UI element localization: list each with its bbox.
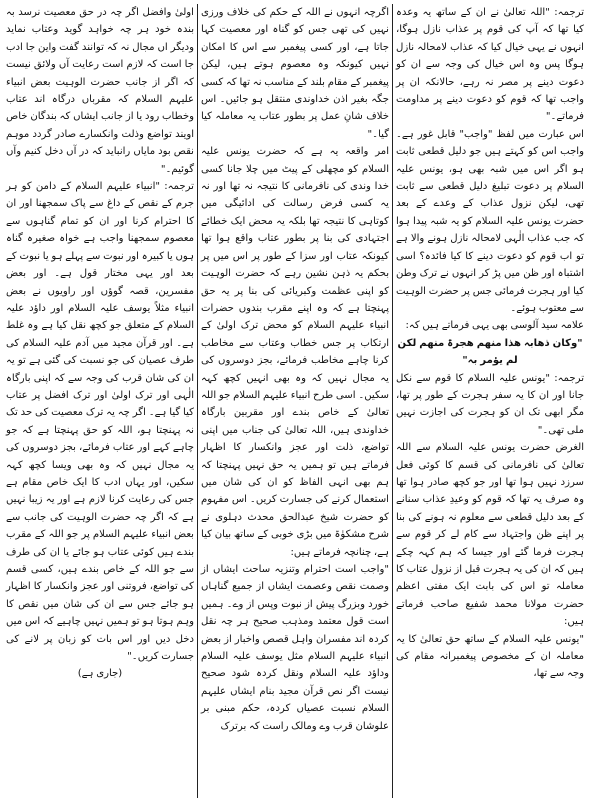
paragraph: امر واقعہ یہ ہے کہ حضرت یونس علیہ السلام کو مچھلی کے پیٹ میں چلا جانا کسی خدا وندی کی نافرمانی کا نتیجہ نہ تھا اور نہ یہ کسی فرض رسالت کی ادائیگی میں کوتاہی کا نتیجہ تھا بلکہ یہ محض ایک خطائے اجتہادی کی بنا پر بطور عتاب واقع ہوا تھا کیونکہ عتاب اور سزا کے طور پر اس میں پر بحکم یہ ذہن نشین رہے کہ حضرت الوہیت کو اپنی عظمت وکبریائی کی بنا پر یہ حق پہنچتا ہے کہ وہ اپنے مقرب بندوں حضرات انبیاء علیہم السلام کو محض ترک اولیٰ کے ارتکاب پر جس خطاب وعتاب سے مخاطب کرنا چاہے مخاطب فرمائے، بجز دوسروں کی یہ مجال نہیں کہ وہ بھی انہیں کچھ کہہ سکیں۔ اسی طرح انبیاء علیہم السلام جو اللہ تعالیٰ کے خاص بندے اور مقربین بارگاہ خداوندی ہیں، اللہ تعالیٰ کی جناب میں اپنی تواضع، ذلت اور عجز وانکسار کا اظہار فرماتے ہیں تو ہمیں یہ حق نہیں پہنچتا کہ ہم بھی انہی الفاظ کو ان کی شان میں استعمال کرنے کی جسارت کریں۔ اس مفہوم کو حضرت شیخ عبدالحق محدث دہلوی نے شرح مشکوٰۃ میں بڑی خوبی کے ساتھ بیان کیا ہے، چنانچہ فرماتے ہیں: <box>201 146 389 558</box>
paragraph: ترجمہ: "یونس علیہ السلام کا قوم سے نکل جانا اور ان کا یہ سفر ہجرت کے طور پر تھا، مگر ابھی تک ان کو ہجرت کی اجازت نہیں ملی تھی۔" <box>396 372 584 436</box>
paragraph: اگرچہ انہوں نے اللہ کے حکم کی خلاف ورزی نہیں کی تھی جس کو گناہ اور معصیت کہا جاتا ہے، اور کسی پیغمبر سے اس کا امکان نہیں کیونکہ وہ معصوم ہوتے ہیں، لیکن پیغمبر کے مقام بلند کے مناسب نہ تھا کہ کسی جگہ بغیر اذن خداوندی منتقل ہو جائیں۔ اس خلاف شانِ عمل پر بطور عتاب یہ معاملہ کیا گیا۔" <box>201 7 389 140</box>
continued-label: (جاری ہے) <box>77 668 123 680</box>
persian-quote: "واجب است احترام وتنزیہ ساحت ایشاں از وصمت نقص وعصمت ایشاں از جمیع گناہاں خورد وبزرگ پیش از نبوت وپس از وے۔ ہمیں است قول معتمد ومذہب صحیح ہر چہ نقل کردہ اند مفسران واہل قصص واخبار از بعض انبیاء علیہم السلام مثل یوسف علیہ السلام وداؤد علیہ السلام ونقل کردہ شود صحیح نیست اگر نص قرآن مجید بنام ایشاں علیہم السلام نسبت عصیاں کردہ، حکم مبنی بر علوشان قرب وے ومالک راست کہ برترک <box>201 564 389 732</box>
column-divider <box>392 4 393 798</box>
column-middle <box>198 4 392 798</box>
paragraph: "یونس علیہ السلام کے ساتھ حق تعالیٰ کا یہ معاملہ ان کے مخصوص پیغمبرانہ مقام کی وجہ سے تھا، <box>396 633 584 680</box>
paragraph: ترجمہ: "انبیاء علیہم السلام کے دامن کو ہر جرم کے نقص کے داغ سے پاک سمجھنا اور ان کا احترام کرنا اور ان کو تمام گناہوں سے معصوم سمجھنا واجب ہے خواہ صغیرہ گناہ ہوں یا کبیرہ اور نبوت سے پہلے ہو یا نبوت کے بعد اور یہی مختار قول ہے۔ اور بعض مفسرین، قصہ گوؤں اور راویوں نے بعض انبیاء مثلاً یوسف علیہ السلام اور داؤد علیہ السلام کے متعلق جو کچھ نقل کیا ہے وہ غلط ہے۔ اور قرآن مجید میں آدم علیہ السلام کی طرف عصیان کی جو نسبت کی گئی ہے تو یہ ان کی شان قرب کی وجہ سے کہ اپنی بارگاہ الٰہی اور ترک اولیٰ اور ترک افضل پر عتاب کیا گیا ہے۔ اگر چہ یہ ترک معصیت کی حد تک نہ پہنچتا ہو، اللہ کو حق پہنچتا ہے کہ جو چاہے کہے اور عتاب فرمائے، بجز دوسروں کی یہ مجال نہیں کہ وہ بھی ویسا کچھ کہہ سکیں، اور یہاں ادب کا ایک خاص مقام ہے جس کی رعایت کرنا لازم ہے اور یہ زیبا نہیں ہے کہ اگر چہ حضرت الوہیت کی جانب سے بعض انبیاء علیہم السلام پر جو اللہ کے مقرب بندے ہیں کوئی عتاب ہو جائے یا ان کی طرف سے جو اللہ کے خاص بندے ہیں، کسی قسم کی تواضع، فروتنی اور عجز وانکسار کا اظہار ہو جائے جس سے ان کی شان میں نقص کا وہم ہوتا ہو تو ہمیں نہیں چاہیے کہ اس میں دخل دیں اور اس بات کو زبان پر لانے کی جسارت کریں۔" <box>6 181 194 663</box>
paragraph: ترجمہ: "اللہ تعالیٰ نے ان کے ساتھ یہ وعدہ کیا تھا کہ آپ کی قوم پر عذاب نازل ہوگا، انہوں نے یہی خیال کیا کہ عذاب لامحالہ نازل ہوگا پس وہ اس خیال کی وجہ سے ان کو دعوت دینے پر مصر نہ رہے، حالانکہ ان پر واجب تھا کہ قوم کو دعوت دینے پر مداومت فرماتے۔" <box>396 7 584 123</box>
column-right <box>393 4 587 798</box>
paragraph: علامہ سید آلوسی بھی یہی فرماتے ہیں کہ: <box>405 320 584 332</box>
paragraph: اولیٰ وافضل اگر چہ در حق معصیت نرسد بہ بندہ خود ہر چہ خواہد گوید وعتاب نماید ودیگر اں مجال نہ کہ توانند گفت واین جا ادب جا است کہ لازم است رعایت آں ولائق نیست کہ اگر از جانب حضرت الوہیت بعض انبیاء علیہم السلام کہ مقرباں درگاہ اند عتاب وخطاب رود یا از جانب ایشاں کہ بندگان خاص اویند تواضع وذلت وانکسارے صادر گردد موہم نقص بود مایاں رانباید کہ در آں دخل کنیم وآں گوئیم۔" <box>6 7 194 175</box>
paragraph: اس عبارت میں لفظ "واجب" قابل غور ہے۔ واجب اس کو کہتے ہیں جو دلیل قطعی ثابت ہو اگر اس میں شبہ بھی ہو، یونس علیہ السلام پر دعوت تبلیغ دلیل قطعی سے ثابت تھی، لیکن نزول عذاب کے وعدے کے بعد حضرت یونس علیہ السلام کو یہ شبہ پیدا ہوا کہ جب عذاب الٰہی لامحالہ نازل ہونے والا ہے تو اب قوم کو دعوت دینے کا کیا فائدہ؟ اسی اشتباہ اور ظن میں پڑ کر انہوں نے ترک وطن کیا اور ہجرت فرمائی جس پر حضرت الوہیت سے معتوب ہوئے۔ <box>396 128 584 314</box>
column-left <box>3 4 197 798</box>
arabic-quote: "وکان ذھابہ ھذا منھم ھجرۃ منھم لکن لم یؤمر بہ" <box>397 337 583 367</box>
paragraph: الغرض حضرت یونس علیہ السلام سے اللہ تعالیٰ کی نافرمانی کی قسم کا کوئی فعل سرزد نہیں ہوا تھا اور جو کچھ صادر ہوا تھا وہ صرف یہ تھا کہ قوم کو وعیدِ عذاب سنانے کے بعد دلیل قطعی سے معلوم نہ ہونے کی بنا پر اپنے ظن واجتہاد سے کام لے کر قوم سے ہجرت فرما گئے اور جیسا کہ ہم کہہ چکے ہیں کہ ان کی یہ ہجرت قبل از نزول عتاب کا معاملہ تو اس کی بابت ایک مفتی اعظم حضرت مولانا محمد شفیع صاحب فرماتے ہیں: <box>396 442 584 628</box>
column-divider <box>197 4 198 798</box>
